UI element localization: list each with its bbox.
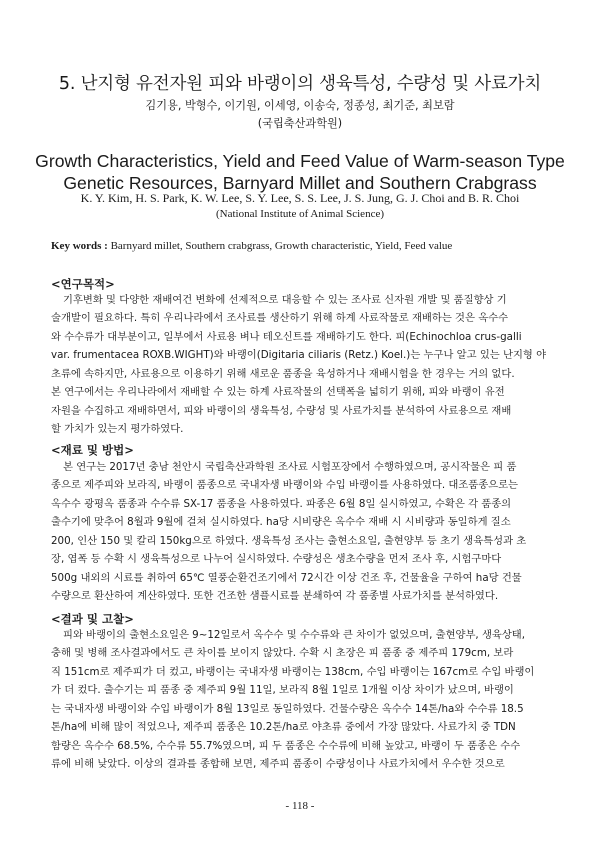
text-line: 류에 비해 낮았다. 이상의 결과를 종합해 보면, 제주피 품종이 수량성이나 사료가치에서 우수한 것으로 <box>51 758 505 771</box>
text-line: 본 연구에서는 우리나라에서 재배할 수 있는 하계 사료작물의 선택폭을 넓히기 위해, 피와 바랭이 유전 <box>51 386 505 399</box>
keywords-text: Barnyard millet, Southern crabgrass, Growth characteristic, Yield, Feed value <box>110 240 453 252</box>
text-line: 본 연구는 2017년 충남 천안시 국립축산과학원 조사료 시험포장에서 수행하였으며, 공시작물은 피 품 <box>63 461 517 473</box>
title-english-line-1: Growth Characteristics, Yield and Feed Value of Warm-season Type <box>35 151 565 171</box>
authors-korean: 김기용, 박형수, 이기원, 이세영, 이송숙, 정종성, 최기준, 최보람 <box>145 99 455 112</box>
text-line: 가 더 컸다. 출수기는 피 품종 중 제주피 9월 11일, 보라직 8월 1일로 1개월 이상 차이가 났으며, 바랭이 <box>51 684 514 697</box>
section-heading-results: <결과 및 고찰> <box>51 612 134 626</box>
text-line: 와 수수류가 대부분이고, 일부에서 사료용 벼나 테오신트를 재배하기도 한다. 피(Echinochloa crus-galli <box>51 330 522 343</box>
text-line: 옥수수 광평옥 품종과 수수류 SX-17 품종을 사용하였다. 파종은 6월 8일 실시하였고, 수확은 각 품종의 <box>51 497 512 510</box>
text-line: 직 151cm로 제주피가 더 컸고, 바랭이는 국내자생 바랭이는 138cm, 수입 바랭이는 167cm로 수입 바랭이 <box>51 665 535 678</box>
text-line: 함량은 옥수수 68.5%, 수수류 55.7%였으며, 피 두 품종은 수수류에 비해 높았고, 바랭이 두 품종은 수수 <box>51 739 521 752</box>
text-line: 수량으로 환산하여 계산하였다. 또한 건조한 샘플시료를 분쇄하여 각 품종별 사료가치를 분석하였다. <box>51 590 499 603</box>
text-line: 는 국내자생 바랭이와 수입 바랭이가 8월 13일로 동일하였다. 건물수량은 옥수수 14톤/ha와 수수류 18.5 <box>51 702 524 715</box>
section-heading-methods: <재료 및 방법> <box>51 443 134 457</box>
text-line: 200, 인산 150 및 칼리 150kg으로 하였다. 생육특성 조사는 출현소요일, 출현양부 등 초기 생육특성과 초 <box>51 534 527 547</box>
paper-title-english <box>20 150 580 194</box>
paper-title-korean: 5. 난지형 유전자원 피와 바랭이의 생육특성, 수량성 및 사료가치 <box>58 74 542 94</box>
text-line: 피와 바랭이의 출현소요일은 9~12일로서 옥수수 및 수수류와 큰 차이가 없었으며, 출현양부, 생육상태, <box>63 629 526 641</box>
keywords-label: Key words : <box>51 240 108 252</box>
institution-korean: (국립축산과학원) <box>257 117 343 130</box>
section-body-results <box>51 626 551 774</box>
text-line: 500g 내외의 시료를 취하여 65℃ 열풍순환건조기에서 72시간 이상 건조 후, 건물율을 구하여 ha당 건물 <box>51 571 522 584</box>
text-line: 술개발이 필요하다. 특히 우리나라에서 조사료를 생산하기 위해 하계 사료작물로 재배하는 것은 옥수수 <box>51 312 509 325</box>
text-line: 장, 엽폭 등 수확 시 생육특성으로 나누어 실시하였다. 수량성은 생초수량을 먼저 조사 후, 시험구마다 <box>51 553 502 566</box>
text-line: 기후변화 및 다양한 재배여건 변화에 선제적으로 대응할 수 있는 조사료 신자원 개발 및 품질향상 기 <box>63 294 507 306</box>
text-line: var. frumentacea ROXB.WIGHT)와 바랭이(Digitaria ciliaris (Retz.) Koel.)는 누구나 알고 있는 난지형 야 <box>51 349 547 362</box>
text-line: 종으로 제주피와 보라직, 바랭이 품종으로 국내자생 바랭이와 수입 바랭이를 사용하였다. 대조품종으로는 <box>51 479 518 492</box>
text-line: 자원을 수집하고 재배하면서, 피와 바랭이의 생육특성, 수량성 및 사료가치를 분석하여 사료용으로 재배 <box>51 404 512 417</box>
text-line: 출수기에 맞추어 8월과 9월에 걸쳐 실시하였다. ha당 시비량은 옥수수 재배 시 시비량과 동일하게 질소 <box>51 516 511 529</box>
section-body-purpose <box>51 291 551 439</box>
section-body-methods <box>51 458 551 606</box>
authors-english: K. Y. Kim, H. S. Park, K. W. Lee, S. Y. Lee, S. S. Lee, J. S. Jung, G. J. Choi and B. R. Choi <box>80 191 520 205</box>
text-line: 초류에 속하지만, 사료용으로 이용하기 위해 새로운 품종을 육성하거나 재배시험을 한 경우는 거의 없다. <box>51 367 515 380</box>
section-heading-purpose: <연구목적> <box>51 277 115 291</box>
keywords <box>51 240 561 252</box>
page-number: - 118 - <box>285 800 315 812</box>
title-english-line-2: Genetic Resources, Barnyard Millet and Southern Crabgrass <box>63 173 537 193</box>
text-line: 할 가치가 있는지 평가하였다. <box>51 423 184 436</box>
text-line: 충해 및 병해 조사결과에서도 큰 차이를 보이지 않았다. 수확 시 초장은 피 품종 중 제주피 179cm, 보라 <box>51 647 514 660</box>
text-line: 톤/ha에 비해 많이 적었으나, 제주피 품종은 10.2톤/ha로 야초류 중에서 가장 많았다. 사료가치 중 TDN <box>51 721 516 734</box>
institution-english: (National Institute of Animal Science) <box>215 208 384 220</box>
